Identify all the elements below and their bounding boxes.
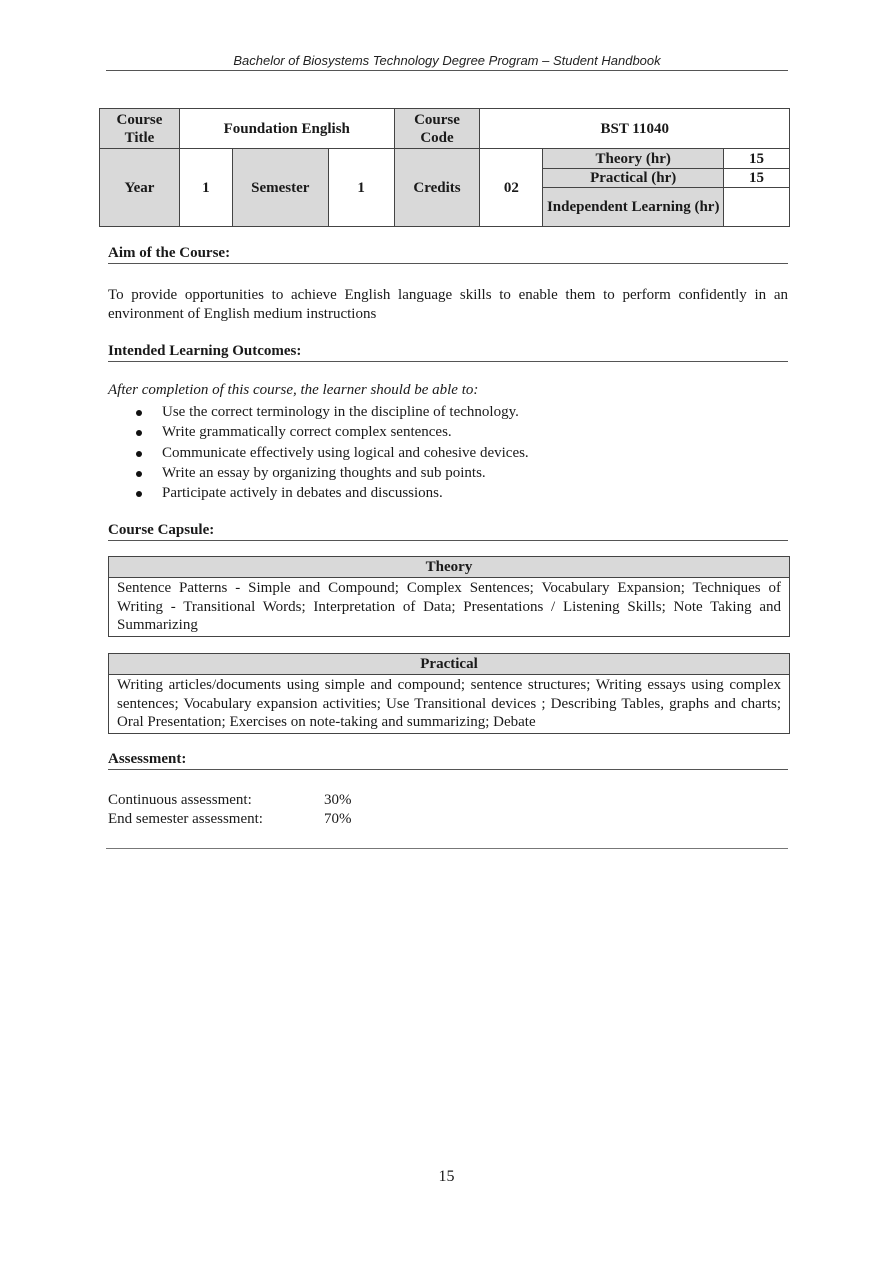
semester-label: Semester [232, 149, 328, 227]
assessment-label: End semester assessment: [108, 811, 263, 827]
assessment-row-continuous [108, 791, 352, 810]
assessment-label: Continuous assessment: [108, 792, 252, 808]
outcomes-heading: Intended Learning Outcomes: [108, 343, 788, 362]
course-code-label: Course Code [394, 109, 480, 149]
credits-value: 02 [480, 149, 543, 227]
list-item: Write an essay by organizing thoughts and sub points. [134, 463, 784, 483]
theory-text: Sentence Patterns - Simple and Compound; Complex Sentences; Vocabulary Expansion; Techniques of Writing - Transitional Words; Interpretation of Data; Presentations / Listening Skills; Note Taking and Summarizing [109, 578, 790, 637]
course-title-label: Course Title [100, 109, 180, 149]
credits-label: Credits [394, 149, 480, 227]
practical-title: Practical [109, 654, 790, 675]
year-value: 1 [179, 149, 232, 227]
practical-hours-value: 15 [724, 169, 790, 188]
practical-hours-label: Practical (hr) [543, 169, 724, 188]
theory-capsule-table [108, 556, 790, 637]
assessment-value: 30% [324, 792, 352, 808]
assessment-row-end-semester [108, 810, 352, 829]
list-item: Participate actively in debates and discussions. [134, 483, 784, 503]
running-header: Bachelor of Biosystems Technology Degree Program – Student Handbook [106, 53, 788, 71]
assessment-heading: Assessment: [108, 751, 788, 770]
section-end-divider [106, 848, 788, 849]
list-item: Communicate effectively using logical and cohesive devices. [134, 443, 784, 463]
independent-learning-value [724, 188, 790, 227]
aim-heading: Aim of the Course: [108, 245, 788, 264]
course-code-value: BST 11040 [480, 109, 790, 149]
outcomes-list [134, 402, 784, 503]
theory-hours-label: Theory (hr) [543, 149, 724, 169]
theory-title: Theory [109, 557, 790, 578]
assessment-value: 70% [324, 811, 352, 827]
practical-text: Writing articles/documents using simple and compound; sentence structures; Writing essays using complex sentences; Vocabulary expansion activities; Use Transitional devices ; Describing Tables, graphs and charts; Oral Presentation; Exercises on note-taking and summarizing; Debate [109, 675, 790, 734]
list-item: Write grammatically correct complex sentences. [134, 422, 784, 442]
page-number: 15 [438, 1168, 455, 1185]
capsule-heading: Course Capsule: [108, 522, 788, 541]
outcomes-intro: After completion of this course, the learner should be able to: [108, 382, 479, 398]
list-item: Use the correct terminology in the discipline of technology. [134, 402, 784, 422]
aim-text: To provide opportunities to achieve English language skills to enable them to perform confidently in an environment of English medium instructions [108, 287, 788, 322]
year-label: Year [100, 149, 180, 227]
course-info-table [99, 108, 790, 227]
course-title-value: Foundation English [179, 109, 394, 149]
theory-hours-value: 15 [724, 149, 790, 169]
semester-value: 1 [328, 149, 394, 227]
independent-learning-label: Independent Learning (hr) [543, 188, 724, 227]
practical-capsule-table [108, 653, 790, 734]
